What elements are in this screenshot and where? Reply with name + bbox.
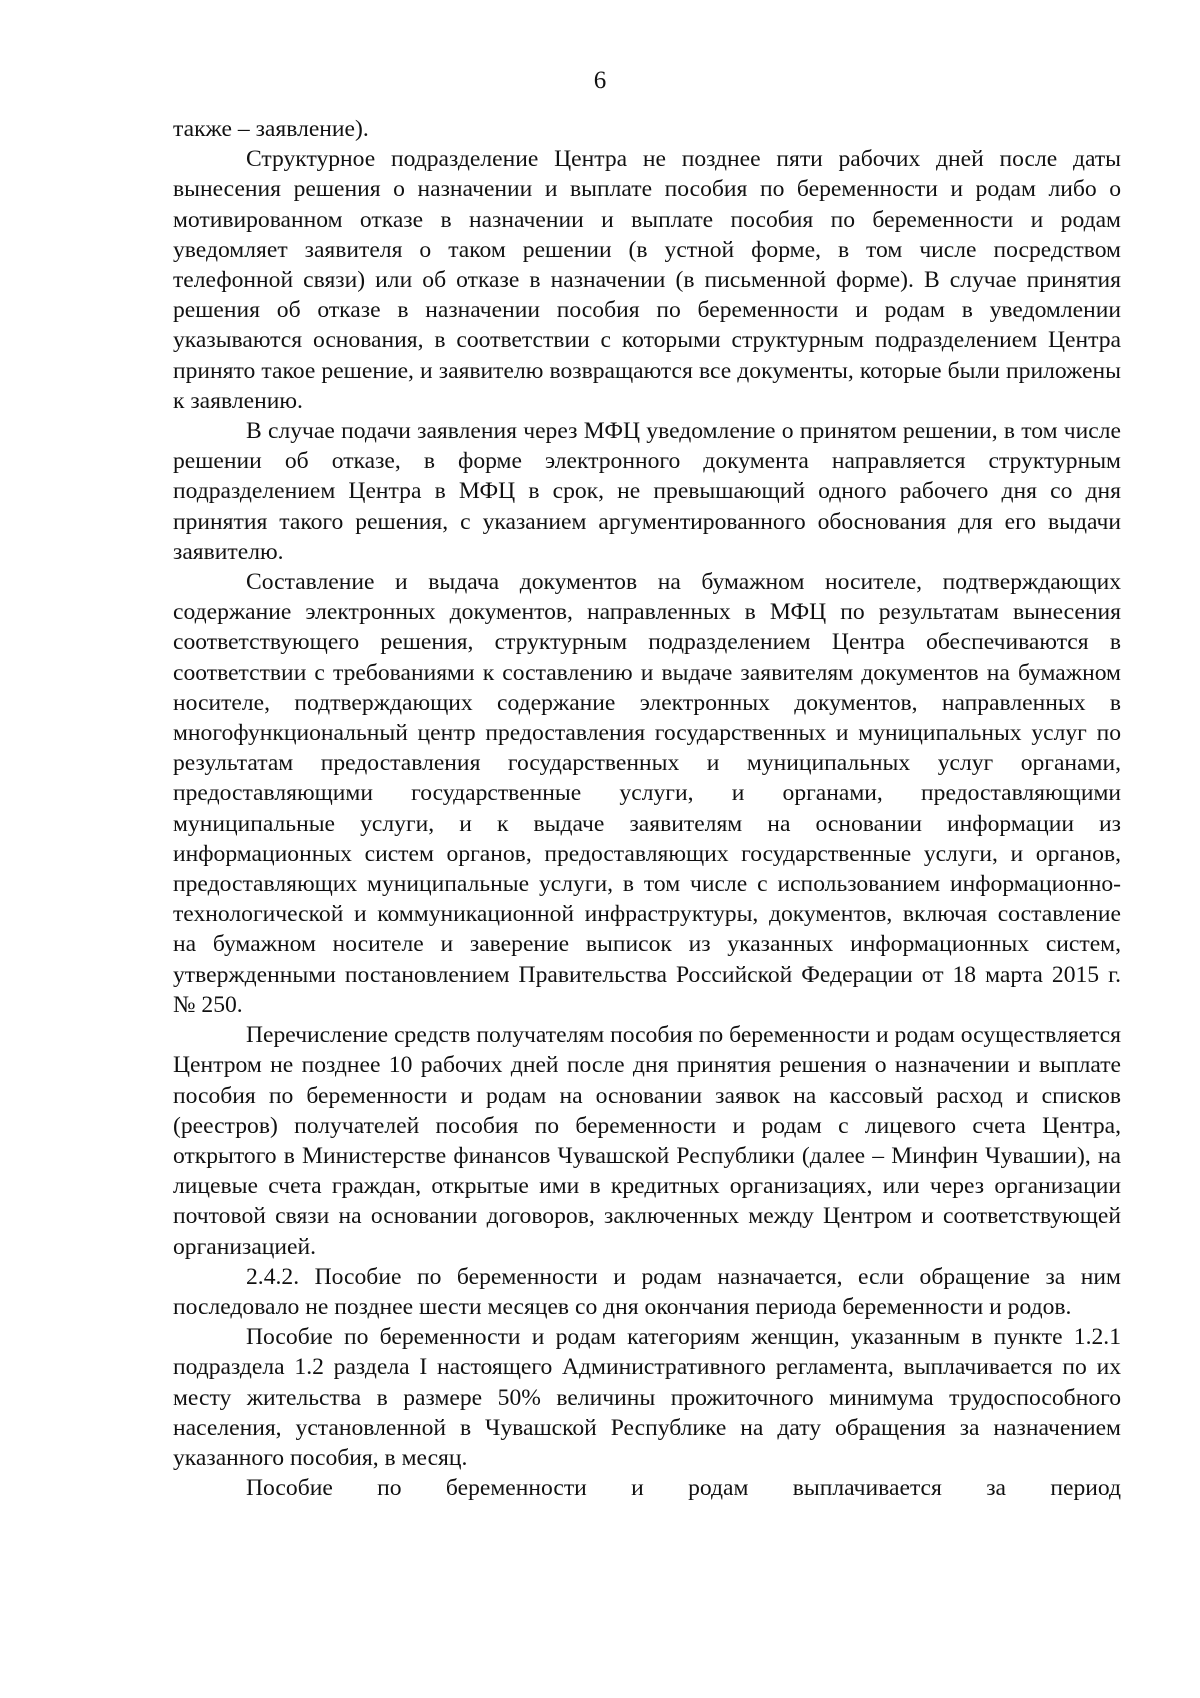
paragraph-mfc-notification: В случае подачи заявления через МФЦ уведомление о принятом решении, в том числе решении об отказе, в форме электронного документа направляется структурным подразделением Центра в МФЦ в срок, не превышающий одного рабочего дня со дня принятия такого решения, с указанием аргументированного обоснования для его выдачи заявителю. xyxy=(173,418,1121,565)
paragraph-continuation: также – заявление). xyxy=(173,116,369,142)
document-body xyxy=(173,114,1121,1503)
paragraph-funds-transfer: Перечисление средств получателям пособия по беременности и родам осуществляется Центром не позднее 10 рабочих дней после дня принятия решения о назначении и выплате пособия по беременности и родам на основании заявок на кассовый расход и списков (реестров) получателей пособия по беременности и родам с лицевого счета Центра, открытого в Министерстве финансов Чувашской Республики (далее – Минфин Чувашии), на лицевые счета граждан, открытые ими в кредитных организациях, или через организации почтовой связи на основании договоров, заключенных между Центром и соответствующей организацией. xyxy=(173,1022,1121,1260)
page-number: 6 xyxy=(593,67,607,94)
paragraph-notification: Структурное подразделение Центра не позднее пяти рабочих дней после даты вынесения решения о назначении и выплате пособия по беременности и родам либо о мотивированном отказе в назначении и выплате пособия по беременности и родам уведомляет заявителя о таком решении (в устной форме, в том числе посредством телефонной связи) или об отказе в назначении (в письменной форме). В случае принятия решения об отказе в назначении пособия по беременности и родам в уведомлении указываются основания, в соответствии с которыми структурным подразделением Центра принято такое решение, и заявителю возвращаются все документы, которые были приложены к заявлению. xyxy=(173,146,1121,414)
paragraph-benefit-period: Пособие по беременности и родам выплачивается за период xyxy=(246,1475,1121,1502)
paragraph-benefit-amount: Пособие по беременности и родам категориям женщин, указанным в пункте 1.2.1 подраздела 1.2 раздела I настоящего Административного регламента, выплачивается по их месту жительства в размере 50% величины прожиточного минимума трудоспособного населения, установленной в Чувашской Республике на дату обращения за назначением указанного пособия, в месяц. xyxy=(173,1324,1121,1471)
paragraph-paper-documents: Составление и выдача документов на бумажном носителе, подтверждающих содержание электронных документов, направленных в МФЦ по результатам вынесения соответствующего решения, структурным подразделением Центра обеспечиваются в соответствии с требованиями к составлению и выдаче заявителям документов на бумажном носителе, подтверждающих содержание электронных документов, направленных в многофункциональный центр предоставления государственных и муниципальных услуг по результатам предоставления государственных и муниципальных услуг органами, предоставляющими государственные услуги, и органами, предоставляющими муниципальные услуги, и к выдаче заявителям на основании информации из информационных систем органов, предоставляющих государственные услуги, и органов, предоставляющих муниципальные услуги, в том числе с использованием информационно-технологической и коммуникационной инфраструктуры, документов, включая составление на бумажном носителе и заверение выписок из указанных информационных систем, утвержденными постановлением Правительства Российской Федерации от 18 марта 2015 г. № 250. xyxy=(173,569,1121,1018)
paragraph-2-4-2: 2.4.2. Пособие по беременности и родам назначается, если обращение за ним последовало не позднее шести месяцев со дня окончания периода беременности и родов. xyxy=(173,1263,1121,1320)
